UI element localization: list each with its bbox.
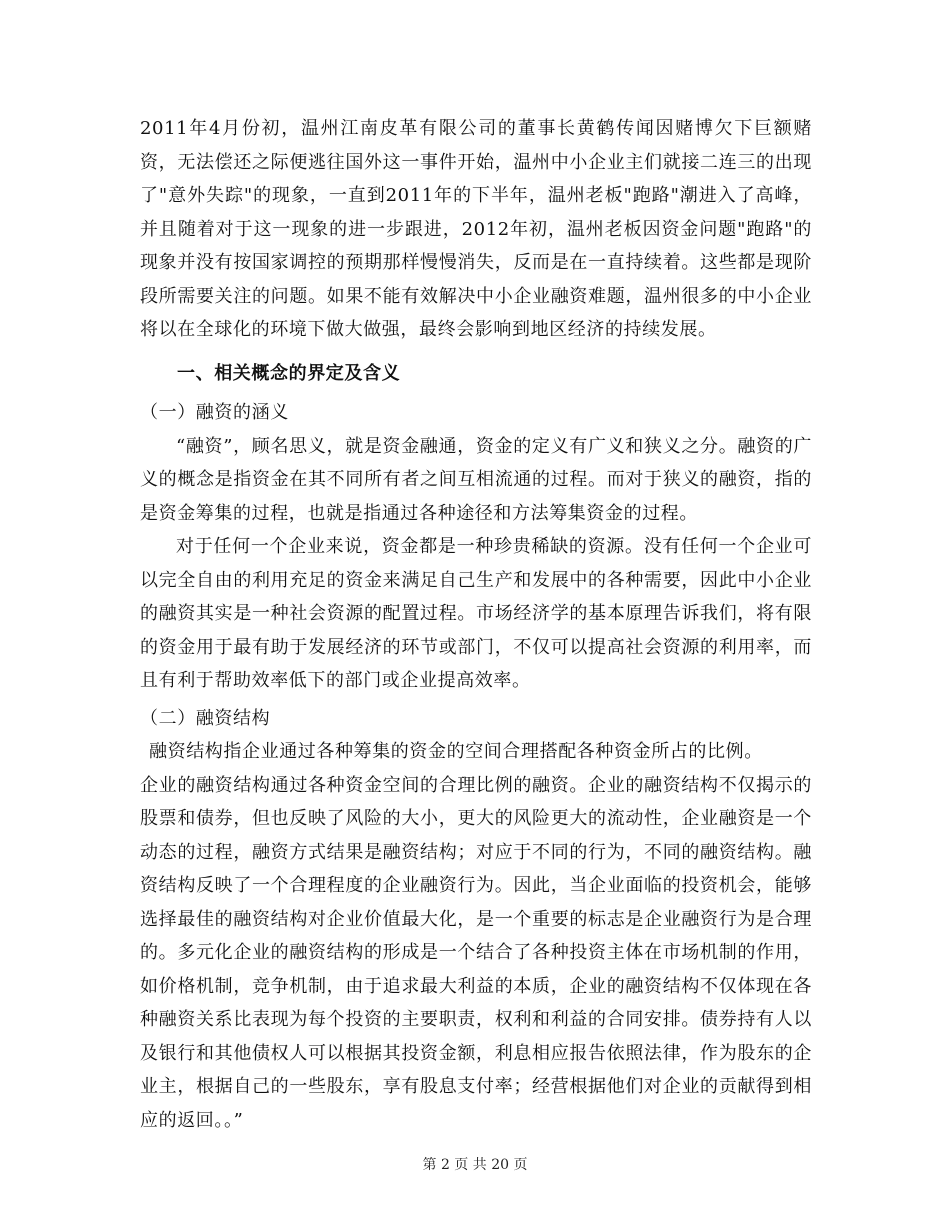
subsection-heading-financing-meaning: （一）融资的涵义	[140, 402, 289, 423]
page-body	[140, 112, 812, 1137]
paragraph-structure-definition: 融资结构指企业通过各种筹集的资金的空间合理搭配各种资金所占的比例。	[149, 741, 763, 762]
paragraph-capital-scarcity: 对于任何一个企业来说，资金都是一种珍贵稀缺的资源。没有任何一个企业可以完全自由的利用充足的资金来满足自己生产和发展中的各种需要，因此中小企业的融资其实是一种社会资源的配置过程。市场经济学的基本原理告诉我们，将有限的资金用于最有助于发展经济的环节或部门，不仅可以提高社会资源的利用率，而且有利于帮助效率低下的部门或企业提高效率。	[140, 536, 812, 691]
intro-paragraph: 2011年4月份初，温州江南皮革有限公司的董事长黄鹤传闻因赌博欠下巨额赌资，无法偿还之际便逃往国外这一事件开始，温州中小企业主们就接二连三的出现了"意外失踪"的现象，一直到2011年的下半年，温州老板"跑路"潮进入了高峰，并且随着对于这一现象的进一步跟进，2012年初，温州老板因资金问题"跑路"的现象并没有按国家调控的预期那样慢慢消失，反而是在一直持续着。这些都是现阶段所需要关注的问题。如果不能有效解决中小企业融资难题，温州很多的中小企业将以在全球化的环境下做大做强，最终会影响到地区经济的持续发展。	[140, 118, 812, 340]
section-heading: 一、相关概念的界定及含义	[177, 362, 401, 384]
paragraph-structure-detail: 企业的融资结构通过各种资金空间的合理比例的融资。企业的融资结构不仅揭示的股票和债券，但也反映了风险的大小，更大的风险更大的流动性，企业融资是一个动态的过程，融资方式结果是融资结构；对应于不同的行为，不同的融资结构。融资结构反映了一个合理程度的企业融资行为。因此，当企业面临的投资机会，能够选择最佳的融资结构对企业价值最大化，是一个重要的标志是企业融资行为是合理的。多元化企业的融资结构的形成是一个结合了各种投资主体在市场机制的作用，如价格机制，竞争机制，由于追求最大利益的本质，企业的融资结构不仅体现在各种融资关系比表现为每个投资的主要职责，权利和利益的合同安排。债券持有人以及银行和其他债权人可以根据其投资金额，利息相应报告依照法律，作为股东的企业主，根据自己的一些股东，享有股息支付率；经营根据他们对企业的贡献得到相应的返回。。”	[140, 774, 812, 1131]
subsection-heading-financing-structure: （二）融资结构	[140, 707, 271, 729]
page-number-footer: 第 2 页 共 20 页	[422, 1157, 528, 1173]
paragraph-financing-definition: “融资”，顾名思义，就是资金融通，资金的定义有广义和狭义之分。融资的广义的概念是指资金在其不同所有者之间互相流通的过程。而对于狭义的融资，指的是资金筹集的过程，也就是指通过各种途径和方法筹集资金的过程。	[140, 435, 812, 524]
